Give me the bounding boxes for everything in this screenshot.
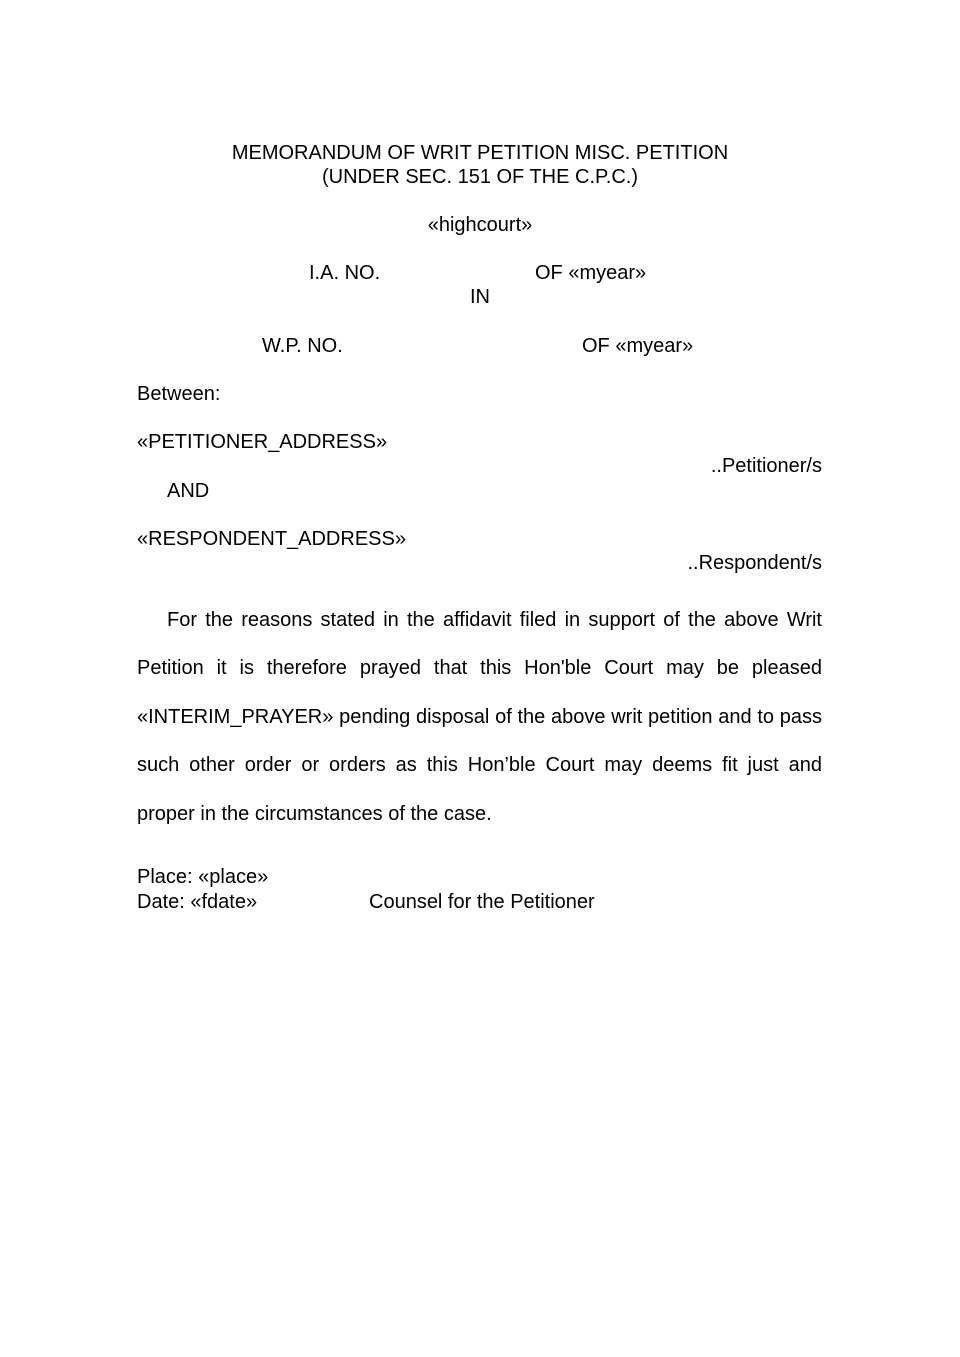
place-line: Place: «place» — [137, 866, 269, 888]
document-subtitle: (UNDER SEC. 151 OF THE C.P.C.) — [322, 166, 638, 188]
counsel-signature-label: Counsel for the Petitioner — [369, 891, 595, 913]
ia-year: OF «myear» — [535, 262, 647, 284]
between-label: Between: — [137, 383, 221, 405]
document-title: MEMORANDUM OF WRIT PETITION MISC. PETITION — [231, 142, 729, 164]
petitioner-address: «PETITIONER_ADDRESS» — [137, 431, 388, 453]
wp-year: OF «myear» — [582, 335, 694, 357]
ia-number-label: I.A. NO. — [309, 262, 381, 284]
court-name: «highcourt» — [427, 214, 533, 236]
prayer-paragraph: For the reasons stated in the affidavit filed in support of the above Writ Petition it is therefore prayed that this Hon'ble Court may be pleased «INTERIM_PRAYER» pending disposal of the above writ petition and to pass such other order or orders as this Hon’ble Court may deems fit just and proper in the circumstances of the case. — [137, 609, 822, 825]
in-label: IN — [470, 286, 490, 308]
date-line: Date: «fdate» — [137, 891, 258, 913]
respondent-address: «RESPONDENT_ADDRESS» — [137, 528, 406, 550]
and-label: AND — [167, 480, 210, 502]
wp-number-label: W.P. NO. — [262, 335, 343, 357]
petitioner-role: ..Petitioner/s — [710, 455, 822, 477]
respondent-role: ..Respondent/s — [687, 552, 822, 574]
